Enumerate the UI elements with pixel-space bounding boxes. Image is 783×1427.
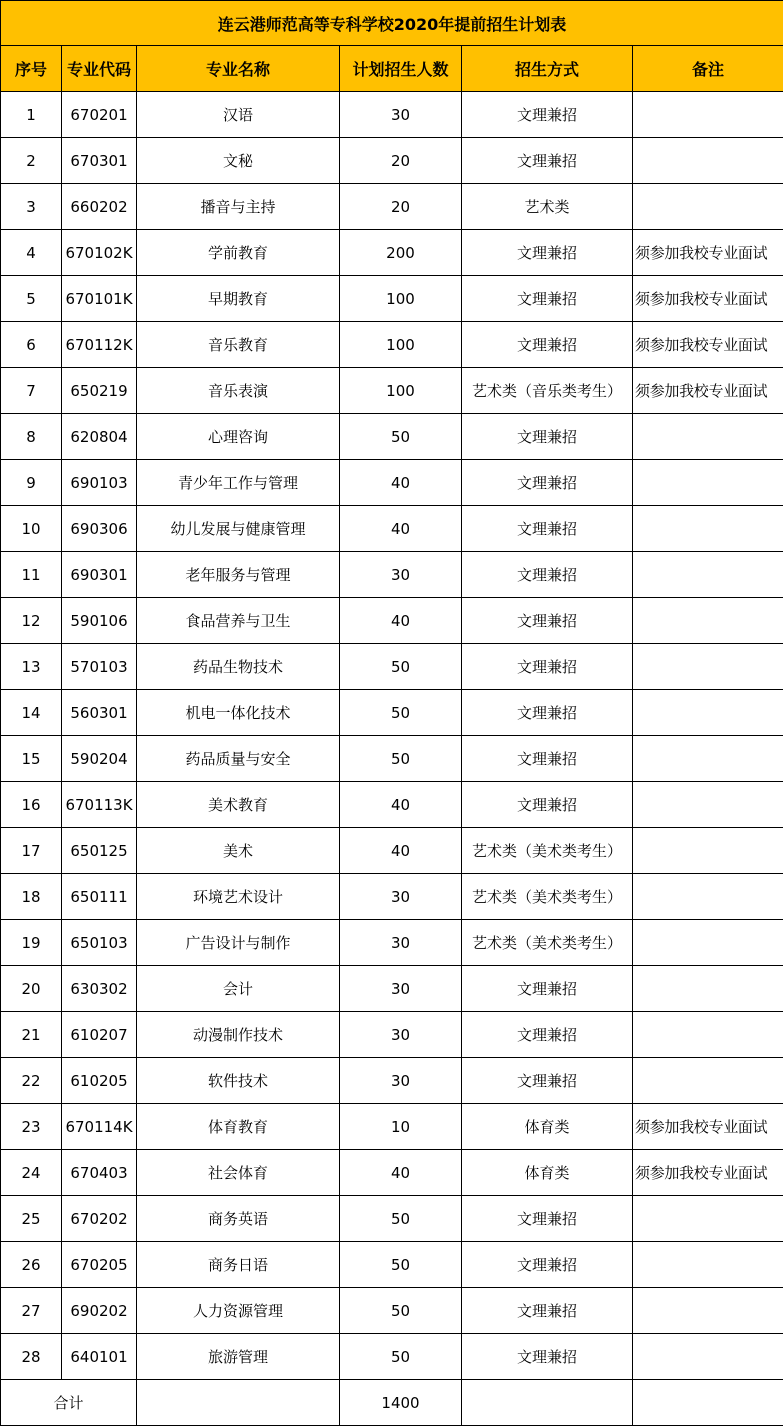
table-row xyxy=(1,92,783,138)
cell-planned-count: 50 xyxy=(340,736,462,782)
cell-planned-count: 200 xyxy=(340,230,462,276)
cell-code: 610207 xyxy=(62,1012,137,1058)
cell-planned-count: 30 xyxy=(340,1012,462,1058)
cell-remark: 须参加我校专业面试 xyxy=(633,1150,783,1196)
cell-index: 20 xyxy=(1,966,62,1012)
cell-planned-count: 30 xyxy=(340,92,462,138)
cell-index: 21 xyxy=(1,1012,62,1058)
table-row xyxy=(1,736,783,782)
cell-index: 25 xyxy=(1,1196,62,1242)
cell-planned-count: 30 xyxy=(340,966,462,1012)
table-row xyxy=(1,138,783,184)
cell-index: 17 xyxy=(1,828,62,874)
cell-major-name: 青少年工作与管理 xyxy=(137,460,340,506)
total-empty-cell xyxy=(137,1380,340,1426)
cell-index: 15 xyxy=(1,736,62,782)
cell-code: 670113K xyxy=(62,782,137,828)
cell-index: 3 xyxy=(1,184,62,230)
cell-admission-method: 艺术类（美术类考生） xyxy=(462,874,633,920)
cell-admission-method: 体育类 xyxy=(462,1104,633,1150)
cell-major-name: 人力资源管理 xyxy=(137,1288,340,1334)
cell-code: 670201 xyxy=(62,92,137,138)
cell-index: 18 xyxy=(1,874,62,920)
table-row xyxy=(1,1104,783,1150)
cell-remark: 须参加我校专业面试 xyxy=(633,322,783,368)
cell-remark xyxy=(633,552,783,598)
table-row xyxy=(1,690,783,736)
cell-index: 1 xyxy=(1,92,62,138)
cell-planned-count: 50 xyxy=(340,1196,462,1242)
cell-planned-count: 100 xyxy=(340,368,462,414)
cell-code: 670102K xyxy=(62,230,137,276)
cell-admission-method: 艺术类（音乐类考生） xyxy=(462,368,633,414)
cell-remark xyxy=(633,1058,783,1104)
cell-planned-count: 40 xyxy=(340,782,462,828)
cell-code: 670205 xyxy=(62,1242,137,1288)
cell-remark: 须参加我校专业面试 xyxy=(633,276,783,322)
cell-code: 670114K xyxy=(62,1104,137,1150)
table-row xyxy=(1,368,783,414)
cell-planned-count: 10 xyxy=(340,1104,462,1150)
column-header-index: 序号 xyxy=(1,46,62,92)
cell-index: 9 xyxy=(1,460,62,506)
cell-admission-method: 文理兼招 xyxy=(462,598,633,644)
cell-planned-count: 30 xyxy=(340,920,462,966)
cell-code: 670301 xyxy=(62,138,137,184)
table-row xyxy=(1,598,783,644)
table-row xyxy=(1,1150,783,1196)
cell-admission-method: 文理兼招 xyxy=(462,552,633,598)
cell-admission-method: 文理兼招 xyxy=(462,1196,633,1242)
table-row xyxy=(1,322,783,368)
table-row xyxy=(1,782,783,828)
cell-code: 590204 xyxy=(62,736,137,782)
cell-code: 670202 xyxy=(62,1196,137,1242)
cell-index: 4 xyxy=(1,230,62,276)
cell-index: 27 xyxy=(1,1288,62,1334)
cell-major-name: 幼儿发展与健康管理 xyxy=(137,506,340,552)
column-header-planned-count: 计划招生人数 xyxy=(340,46,462,92)
total-empty-cell xyxy=(633,1380,783,1426)
cell-remark xyxy=(633,598,783,644)
title-row xyxy=(1,1,783,46)
cell-major-name: 旅游管理 xyxy=(137,1334,340,1380)
cell-planned-count: 40 xyxy=(340,598,462,644)
cell-remark xyxy=(633,874,783,920)
cell-code: 690103 xyxy=(62,460,137,506)
cell-major-name: 药品质量与安全 xyxy=(137,736,340,782)
cell-major-name: 播音与主持 xyxy=(137,184,340,230)
cell-admission-method: 艺术类 xyxy=(462,184,633,230)
table-row xyxy=(1,184,783,230)
cell-remark xyxy=(633,138,783,184)
table-row xyxy=(1,874,783,920)
cell-code: 670112K xyxy=(62,322,137,368)
cell-remark xyxy=(633,184,783,230)
cell-index: 6 xyxy=(1,322,62,368)
cell-planned-count: 40 xyxy=(340,1150,462,1196)
cell-remark xyxy=(633,966,783,1012)
cell-planned-count: 50 xyxy=(340,1242,462,1288)
cell-index: 10 xyxy=(1,506,62,552)
table-row xyxy=(1,1242,783,1288)
cell-admission-method: 文理兼招 xyxy=(462,1058,633,1104)
cell-admission-method: 文理兼招 xyxy=(462,1334,633,1380)
cell-major-name: 汉语 xyxy=(137,92,340,138)
cell-planned-count: 30 xyxy=(340,1058,462,1104)
cell-remark: 须参加我校专业面试 xyxy=(633,368,783,414)
cell-index: 28 xyxy=(1,1334,62,1380)
cell-planned-count: 50 xyxy=(340,1334,462,1380)
cell-admission-method: 艺术类（美术类考生） xyxy=(462,920,633,966)
table-row xyxy=(1,460,783,506)
cell-major-name: 动漫制作技术 xyxy=(137,1012,340,1058)
cell-admission-method: 文理兼招 xyxy=(462,690,633,736)
cell-index: 22 xyxy=(1,1058,62,1104)
cell-major-name: 心理咨询 xyxy=(137,414,340,460)
cell-major-name: 早期教育 xyxy=(137,276,340,322)
cell-admission-method: 文理兼招 xyxy=(462,1288,633,1334)
cell-major-name: 食品营养与卫生 xyxy=(137,598,340,644)
cell-major-name: 文秘 xyxy=(137,138,340,184)
cell-major-name: 药品生物技术 xyxy=(137,644,340,690)
cell-major-name: 广告设计与制作 xyxy=(137,920,340,966)
cell-major-name: 社会体育 xyxy=(137,1150,340,1196)
cell-admission-method: 文理兼招 xyxy=(462,644,633,690)
cell-index: 11 xyxy=(1,552,62,598)
cell-code: 650219 xyxy=(62,368,137,414)
cell-major-name: 商务英语 xyxy=(137,1196,340,1242)
cell-code: 610205 xyxy=(62,1058,137,1104)
table-row xyxy=(1,1334,783,1380)
cell-remark xyxy=(633,460,783,506)
column-header-row xyxy=(1,46,783,92)
total-value: 1400 xyxy=(340,1380,462,1426)
cell-admission-method: 文理兼招 xyxy=(462,138,633,184)
cell-index: 16 xyxy=(1,782,62,828)
cell-major-name: 美术 xyxy=(137,828,340,874)
table-row xyxy=(1,920,783,966)
cell-major-name: 会计 xyxy=(137,966,340,1012)
cell-code: 670101K xyxy=(62,276,137,322)
cell-planned-count: 50 xyxy=(340,690,462,736)
cell-admission-method: 文理兼招 xyxy=(462,322,633,368)
table-row xyxy=(1,1288,783,1334)
cell-major-name: 音乐教育 xyxy=(137,322,340,368)
cell-admission-method: 体育类 xyxy=(462,1150,633,1196)
cell-admission-method: 文理兼招 xyxy=(462,414,633,460)
cell-code: 640101 xyxy=(62,1334,137,1380)
cell-major-name: 商务日语 xyxy=(137,1242,340,1288)
cell-code: 690301 xyxy=(62,552,137,598)
cell-code: 620804 xyxy=(62,414,137,460)
cell-index: 26 xyxy=(1,1242,62,1288)
cell-index: 14 xyxy=(1,690,62,736)
cell-index: 23 xyxy=(1,1104,62,1150)
cell-remark xyxy=(633,92,783,138)
cell-remark xyxy=(633,828,783,874)
cell-remark xyxy=(633,644,783,690)
table-row xyxy=(1,644,783,690)
table-row xyxy=(1,506,783,552)
cell-admission-method: 文理兼招 xyxy=(462,966,633,1012)
cell-remark xyxy=(633,506,783,552)
cell-admission-method: 文理兼招 xyxy=(462,276,633,322)
cell-admission-method: 文理兼招 xyxy=(462,506,633,552)
cell-remark xyxy=(633,736,783,782)
table-row xyxy=(1,230,783,276)
cell-code: 650125 xyxy=(62,828,137,874)
cell-planned-count: 20 xyxy=(340,138,462,184)
cell-admission-method: 文理兼招 xyxy=(462,92,633,138)
cell-remark xyxy=(633,1334,783,1380)
table-body xyxy=(1,92,783,1380)
cell-index: 13 xyxy=(1,644,62,690)
cell-planned-count: 40 xyxy=(340,506,462,552)
cell-code: 660202 xyxy=(62,184,137,230)
table-row xyxy=(1,276,783,322)
cell-code: 650103 xyxy=(62,920,137,966)
cell-remark xyxy=(633,1012,783,1058)
cell-index: 24 xyxy=(1,1150,62,1196)
cell-index: 5 xyxy=(1,276,62,322)
cell-code: 670403 xyxy=(62,1150,137,1196)
table-row xyxy=(1,414,783,460)
table-row xyxy=(1,1012,783,1058)
total-label: 合计 xyxy=(1,1380,137,1426)
cell-major-name: 机电一体化技术 xyxy=(137,690,340,736)
cell-code: 690202 xyxy=(62,1288,137,1334)
table-row xyxy=(1,828,783,874)
total-row xyxy=(1,1380,783,1426)
cell-planned-count: 20 xyxy=(340,184,462,230)
cell-remark xyxy=(633,920,783,966)
total-empty-cell xyxy=(462,1380,633,1426)
cell-planned-count: 50 xyxy=(340,1288,462,1334)
cell-code: 590106 xyxy=(62,598,137,644)
cell-remark xyxy=(633,1196,783,1242)
cell-code: 560301 xyxy=(62,690,137,736)
cell-remark xyxy=(633,782,783,828)
cell-remark: 须参加我校专业面试 xyxy=(633,230,783,276)
table-title: 连云港师范高等专科学校2020年提前招生计划表 xyxy=(1,1,783,46)
cell-code: 650111 xyxy=(62,874,137,920)
cell-major-name: 体育教育 xyxy=(137,1104,340,1150)
cell-planned-count: 40 xyxy=(340,828,462,874)
cell-code: 570103 xyxy=(62,644,137,690)
cell-index: 19 xyxy=(1,920,62,966)
cell-remark xyxy=(633,1288,783,1334)
cell-code: 690306 xyxy=(62,506,137,552)
column-header-major-name: 专业名称 xyxy=(137,46,340,92)
cell-major-name: 老年服务与管理 xyxy=(137,552,340,598)
cell-planned-count: 50 xyxy=(340,644,462,690)
cell-planned-count: 40 xyxy=(340,460,462,506)
cell-index: 8 xyxy=(1,414,62,460)
cell-admission-method: 文理兼招 xyxy=(462,782,633,828)
column-header-admission-method: 招生方式 xyxy=(462,46,633,92)
column-header-remark: 备注 xyxy=(633,46,783,92)
cell-major-name: 美术教育 xyxy=(137,782,340,828)
cell-planned-count: 100 xyxy=(340,276,462,322)
cell-remark xyxy=(633,414,783,460)
cell-major-name: 学前教育 xyxy=(137,230,340,276)
cell-major-name: 软件技术 xyxy=(137,1058,340,1104)
cell-index: 12 xyxy=(1,598,62,644)
cell-admission-method: 文理兼招 xyxy=(462,1242,633,1288)
cell-admission-method: 文理兼招 xyxy=(462,736,633,782)
table-row xyxy=(1,1196,783,1242)
cell-major-name: 音乐表演 xyxy=(137,368,340,414)
cell-remark: 须参加我校专业面试 xyxy=(633,1104,783,1150)
cell-planned-count: 50 xyxy=(340,414,462,460)
cell-index: 2 xyxy=(1,138,62,184)
cell-index: 7 xyxy=(1,368,62,414)
cell-code: 630302 xyxy=(62,966,137,1012)
cell-admission-method: 文理兼招 xyxy=(462,230,633,276)
cell-planned-count: 100 xyxy=(340,322,462,368)
table-row xyxy=(1,1058,783,1104)
cell-remark xyxy=(633,690,783,736)
cell-major-name: 环境艺术设计 xyxy=(137,874,340,920)
column-header-code: 专业代码 xyxy=(62,46,137,92)
cell-remark xyxy=(633,1242,783,1288)
cell-planned-count: 30 xyxy=(340,874,462,920)
table-row xyxy=(1,966,783,1012)
cell-planned-count: 30 xyxy=(340,552,462,598)
table-row xyxy=(1,552,783,598)
cell-admission-method: 艺术类（美术类考生） xyxy=(462,828,633,874)
cell-admission-method: 文理兼招 xyxy=(462,1012,633,1058)
cell-admission-method: 文理兼招 xyxy=(462,460,633,506)
